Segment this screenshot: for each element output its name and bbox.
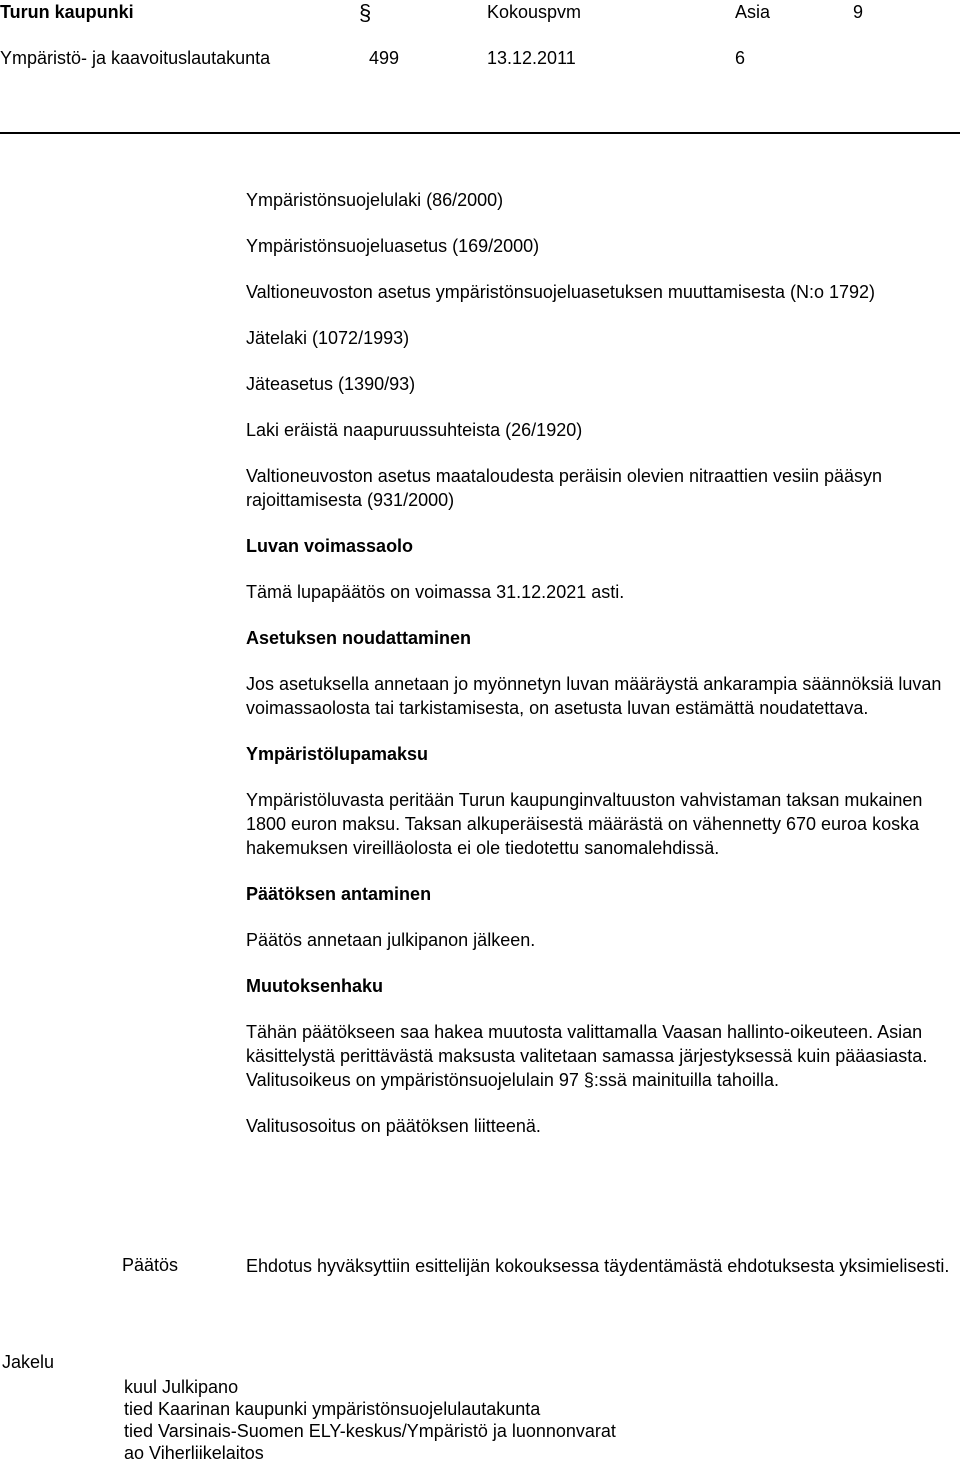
law-item: Ympäristönsuojeluasetus (169/2000) xyxy=(246,236,540,256)
distribution-item: ao Viherliikelaitos xyxy=(124,1443,264,1463)
page-number: 9 xyxy=(853,2,864,22)
law-item: Ympäristönsuojelulaki (86/2000) xyxy=(246,190,504,210)
distribution-list xyxy=(124,1376,616,1464)
section-number: 499 xyxy=(369,48,400,68)
section-paragraph: Tähän päätökseen saa hakea muutosta valittamalla Vaasan hallinto-oikeuteen. Asian käsittelystä perittävästä maksusta valitetaan samassa järjestyksessä kuin pääasiasta. Valitusoikeus on ympäristönsuojelulain 97 §:ssä mainituilla tahoilla. xyxy=(246,1022,928,1090)
header-divider xyxy=(0,132,960,134)
main-content xyxy=(246,188,951,1160)
decision-text: Ehdotus hyväksyttiin esittelijän kokouksessa täydentämästä ehdotuksesta yksimielisesti. xyxy=(246,1256,950,1276)
law-item: Laki eräistä naapuruussuhteista (26/1920) xyxy=(246,420,583,440)
law-item: Jätelaki (1072/1993) xyxy=(246,328,410,348)
distribution-label: Jakelu xyxy=(2,1352,55,1372)
section-paragraph: Tämä lupapäätös on voimassa 31.12.2021 asti. xyxy=(246,582,625,602)
law-list xyxy=(246,188,951,512)
section-paragraph: Päätös annetaan julkipanon jälkeen. xyxy=(246,930,536,950)
section-heading: Luvan voimassaolo xyxy=(246,536,414,556)
meeting-date: 13.12.2011 xyxy=(487,48,576,68)
organization-name: Turun kaupunki xyxy=(0,2,134,22)
decision-label: Päätös xyxy=(122,1255,179,1275)
section-mark: § xyxy=(359,0,372,25)
section-heading: Ympäristölupamaksu xyxy=(246,744,429,764)
item-label: Asia xyxy=(735,2,771,22)
law-item: Valtioneuvoston asetus maataloudesta peräisin olevien nitraattien vesiin pääsyn rajoittamisesta (931/2000) xyxy=(246,466,883,510)
distribution-item: kuul Julkipano xyxy=(124,1377,239,1397)
board-name: Ympäristö- ja kaavoituslautakunta xyxy=(0,48,271,68)
section-paragraph: Jos asetuksella annetaan jo myönnetyn luvan määräystä ankarampia säännöksiä luvan voimassaolosta tai tarkistamisesta, on asetusta luvan estämättä noudatettava. xyxy=(246,674,942,718)
section-paragraph: Ympäristöluvasta peritään Turun kaupunginvaltuuston vahvistaman taksan mukainen 1800 euron maksu. Taksan alkuperäisestä määrästä on vähennetty 670 euroa koska hakemuksen vireilläolosta ei ole tiedotettu sanomalehdissä. xyxy=(246,790,923,858)
item-number: 6 xyxy=(735,48,746,68)
meeting-date-label: Kokouspvm xyxy=(487,2,582,22)
distribution-item: tied Kaarinan kaupunki ympäristönsuojelulautakunta xyxy=(124,1399,541,1419)
law-item: Jäteasetus (1390/93) xyxy=(246,374,416,394)
section-heading: Muutoksenhaku xyxy=(246,976,384,996)
section-heading: Päätöksen antaminen xyxy=(246,884,432,904)
section-paragraph: Valitusosoitus on päätöksen liitteenä. xyxy=(246,1116,541,1136)
distribution-item: tied Varsinais-Suomen ELY-keskus/Ympäristö ja luonnonvarat xyxy=(124,1421,616,1441)
law-item: Valtioneuvoston asetus ympäristönsuojeluasetuksen muuttamisesta (N:o 1792) xyxy=(246,282,876,302)
section-heading: Asetuksen noudattaminen xyxy=(246,628,472,648)
